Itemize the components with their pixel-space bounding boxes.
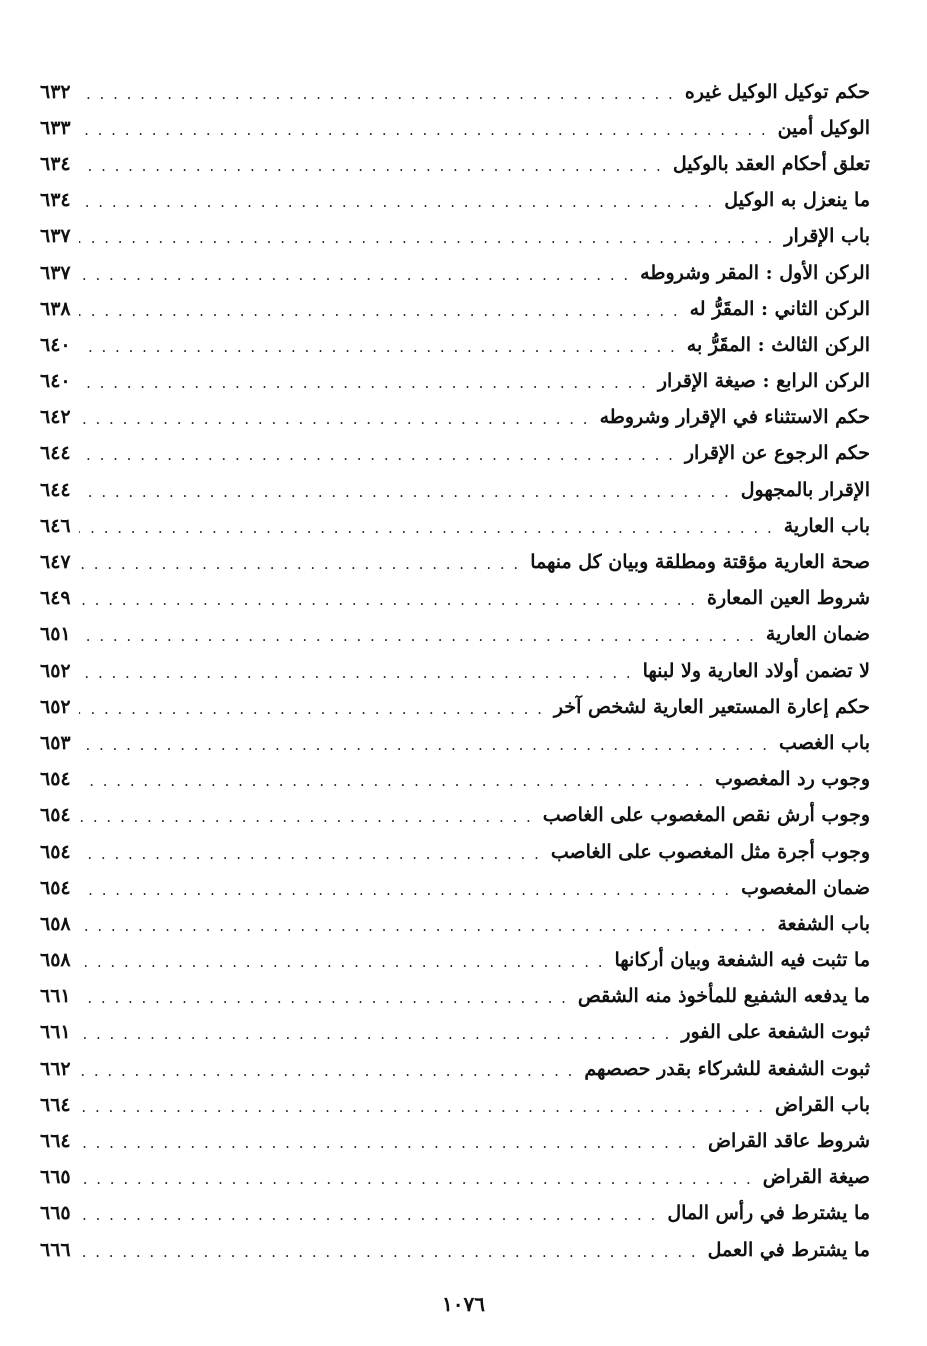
toc-entry-title: صحة العارية مؤقتة ومطلقة وبيان كل منهما — [530, 551, 870, 574]
toc-entry-page: ٦٥٨ — [40, 912, 71, 935]
toc-entry-title: حكم الرجوع عن الإقرار — [684, 442, 870, 465]
toc-entry-page: ٦٦٤ — [40, 1093, 71, 1116]
toc-entry-title: حكم الاستثناء في الإقرار وشروطه — [599, 406, 870, 429]
toc-entry-page: ٦٣٧ — [40, 261, 71, 284]
toc-entry — [40, 979, 870, 1015]
toc-entry-page: ٦٤٠ — [40, 333, 71, 356]
toc-entry-page: ٦٥٤ — [40, 840, 71, 863]
dot-leader — [79, 408, 590, 427]
toc-entry-title: الركن الأول : المقر وشروطه — [640, 261, 870, 284]
toc-entry-title: ما يشترط في رأس المال — [667, 1202, 870, 1225]
dot-leader — [79, 734, 769, 753]
dot-leader — [79, 119, 768, 138]
toc-entry-title: باب العارية — [783, 514, 870, 537]
toc-entry-title: شروط العين المعارة — [707, 587, 870, 610]
dot-leader — [79, 191, 715, 210]
dot-leader — [79, 1132, 698, 1151]
toc-entry — [40, 400, 870, 436]
toc-entry-page: ٦٦٦ — [40, 1238, 71, 1261]
toc-entry-title: باب الشفعة — [777, 912, 870, 935]
toc-entry — [40, 327, 870, 363]
toc-entry — [40, 1232, 870, 1268]
toc-entry-title: ما تثبت فيه الشفعة وبيان أركانها — [614, 949, 870, 972]
dot-leader — [79, 951, 605, 970]
toc-entry-page: ٦٤٩ — [40, 587, 71, 610]
dot-leader — [79, 589, 697, 608]
dot-leader — [79, 300, 680, 319]
toc-entry — [40, 943, 870, 979]
toc-entry-title: باب الإقرار — [784, 225, 870, 248]
toc-entry-title: صيغة القراض — [762, 1166, 870, 1189]
dot-leader — [79, 698, 544, 717]
toc-entry-page: ٦٤٦ — [40, 514, 71, 537]
toc-entry-page: ٦٦٤ — [40, 1130, 71, 1153]
toc-entry-page: ٦٥٤ — [40, 768, 71, 791]
toc-entry-page: ٦٥٢ — [40, 695, 71, 718]
toc-entry-page: ٦٤٢ — [40, 406, 71, 429]
toc-entry-page: ٦٦١ — [40, 985, 71, 1008]
dot-leader — [79, 843, 541, 862]
toc-entry-title: ثبوت الشفعة على الفور — [681, 1021, 870, 1044]
toc-entry-title: شروط عاقد القراض — [708, 1130, 870, 1153]
toc-entry-title: ما يدفعه الشفيع للمأخوذ منه الشقص — [577, 985, 870, 1008]
toc-entry-title: الركن الثالث : المقَرُّ به — [686, 333, 870, 356]
toc-entry — [40, 74, 870, 110]
toc-entry-page: ٦٣٤ — [40, 152, 71, 175]
toc-entry-title: باب القراض — [775, 1093, 870, 1116]
toc-entry — [40, 870, 870, 906]
toc-entry — [40, 508, 870, 544]
toc-entry-title: وجوب أرش نقص المغصوب على الغاصب — [542, 804, 870, 827]
toc-entry-page: ٦٣٨ — [40, 297, 71, 320]
dot-leader — [79, 1168, 753, 1187]
dot-leader — [79, 987, 568, 1006]
toc-entry-title: تعلق أحكام العقد بالوكيل — [672, 152, 870, 175]
toc-entry — [40, 1087, 870, 1123]
toc-entry — [40, 725, 870, 761]
toc-entry-title: ضمان المغصوب — [741, 876, 870, 899]
dot-leader — [79, 444, 675, 463]
toc-entry-page: ٦٥٤ — [40, 876, 71, 899]
dot-leader — [79, 915, 768, 934]
toc-entry — [40, 1051, 870, 1087]
toc-entry — [40, 472, 870, 508]
toc-entry-page: ٦٥٢ — [40, 659, 71, 682]
toc-entry-page: ٦٤٤ — [40, 442, 71, 465]
dot-leader — [79, 806, 533, 825]
toc-entry — [40, 653, 870, 689]
toc-entry-page: ٦٦٥ — [40, 1166, 71, 1189]
dot-leader — [79, 336, 677, 355]
toc-entry — [40, 581, 870, 617]
toc-entry — [40, 436, 870, 472]
dot-leader — [79, 879, 732, 898]
dot-leader — [79, 227, 775, 246]
toc-entry — [40, 183, 870, 219]
toc-entry-title: ضمان العارية — [765, 623, 870, 646]
toc-entry-title: الركن الثاني : المقَرُّ له — [689, 297, 870, 320]
toc-entry — [40, 834, 870, 870]
toc-entry-page: ٦٥١ — [40, 623, 71, 646]
dot-leader — [79, 155, 663, 174]
toc-entry — [40, 219, 870, 255]
toc-entry-page: ٦٤٤ — [40, 478, 71, 501]
toc-entry — [40, 364, 870, 400]
toc-entry-page: ٦٤٠ — [40, 370, 71, 393]
toc-entry-page: ٦٤٧ — [40, 551, 71, 574]
dot-leader — [79, 625, 756, 644]
toc-entry-title: الإقرار بالمجهول — [740, 478, 870, 501]
toc-entry-title: ما ينعزل به الوكيل — [724, 189, 870, 212]
page-number: ١٠٧٦ — [442, 1292, 485, 1316]
toc-entry — [40, 291, 870, 327]
toc-entry-title: وجوب رد المغصوب — [715, 768, 870, 791]
dot-leader — [79, 1241, 698, 1260]
toc-entry-page: ٦٦١ — [40, 1021, 71, 1044]
dot-leader — [79, 1060, 575, 1079]
dot-leader — [79, 1204, 658, 1223]
toc-entry — [40, 762, 870, 798]
toc-entry-title: حكم توكيل الوكيل غيره — [684, 80, 870, 103]
toc-entry-title: حكم إعارة المستعير العارية لشخص آخر — [553, 695, 870, 718]
toc-entry — [40, 689, 870, 725]
toc-entry-page: ٦٥٣ — [40, 731, 71, 754]
toc-entry-page: ٦٣٣ — [40, 116, 71, 139]
toc-entry — [40, 1015, 870, 1051]
dot-leader — [79, 83, 675, 102]
toc-entry-title: لا تضمن أولاد العارية ولا لبنها — [642, 659, 870, 682]
toc-entry — [40, 1196, 870, 1232]
dot-leader — [79, 517, 774, 536]
toc-entry — [40, 146, 870, 182]
dot-leader — [79, 662, 633, 681]
dot-leader — [79, 770, 705, 789]
toc-entry — [40, 110, 870, 146]
toc-entry-page: ٦٣٤ — [40, 189, 71, 212]
toc-entry — [40, 906, 870, 942]
dot-leader — [79, 1096, 765, 1115]
table-of-contents — [40, 74, 870, 1268]
toc-entry — [40, 1123, 870, 1159]
toc-entry — [40, 255, 870, 291]
dot-leader — [79, 1023, 672, 1042]
toc-entry-title: ما يشترط في العمل — [707, 1238, 870, 1261]
toc-entry-page: ٦٦٢ — [40, 1057, 71, 1080]
toc-entry-title: باب الغصب — [779, 731, 870, 754]
toc-entry-title: الوكيل أمين — [777, 116, 870, 139]
toc-entry-page: ٦٥٤ — [40, 804, 71, 827]
toc-entry-page: ٦٣٢ — [40, 80, 71, 103]
dot-leader — [79, 372, 648, 391]
toc-entry — [40, 798, 870, 834]
toc-entry-page: ٦٦٥ — [40, 1202, 71, 1225]
toc-entry-page: ٦٣٧ — [40, 225, 71, 248]
dot-leader — [79, 264, 631, 283]
toc-entry — [40, 617, 870, 653]
toc-entry — [40, 544, 870, 580]
toc-entry-page: ٦٥٨ — [40, 949, 71, 972]
toc-entry-title: وجوب أجرة مثل المغصوب على الغاصب — [550, 840, 870, 863]
toc-entry-title: الركن الرابع : صيغة الإقرار — [657, 370, 870, 393]
dot-leader — [79, 481, 731, 500]
dot-leader — [79, 553, 521, 572]
toc-entry-title: ثبوت الشفعة للشركاء بقدر حصصهم — [584, 1057, 870, 1080]
toc-entry — [40, 1160, 870, 1196]
